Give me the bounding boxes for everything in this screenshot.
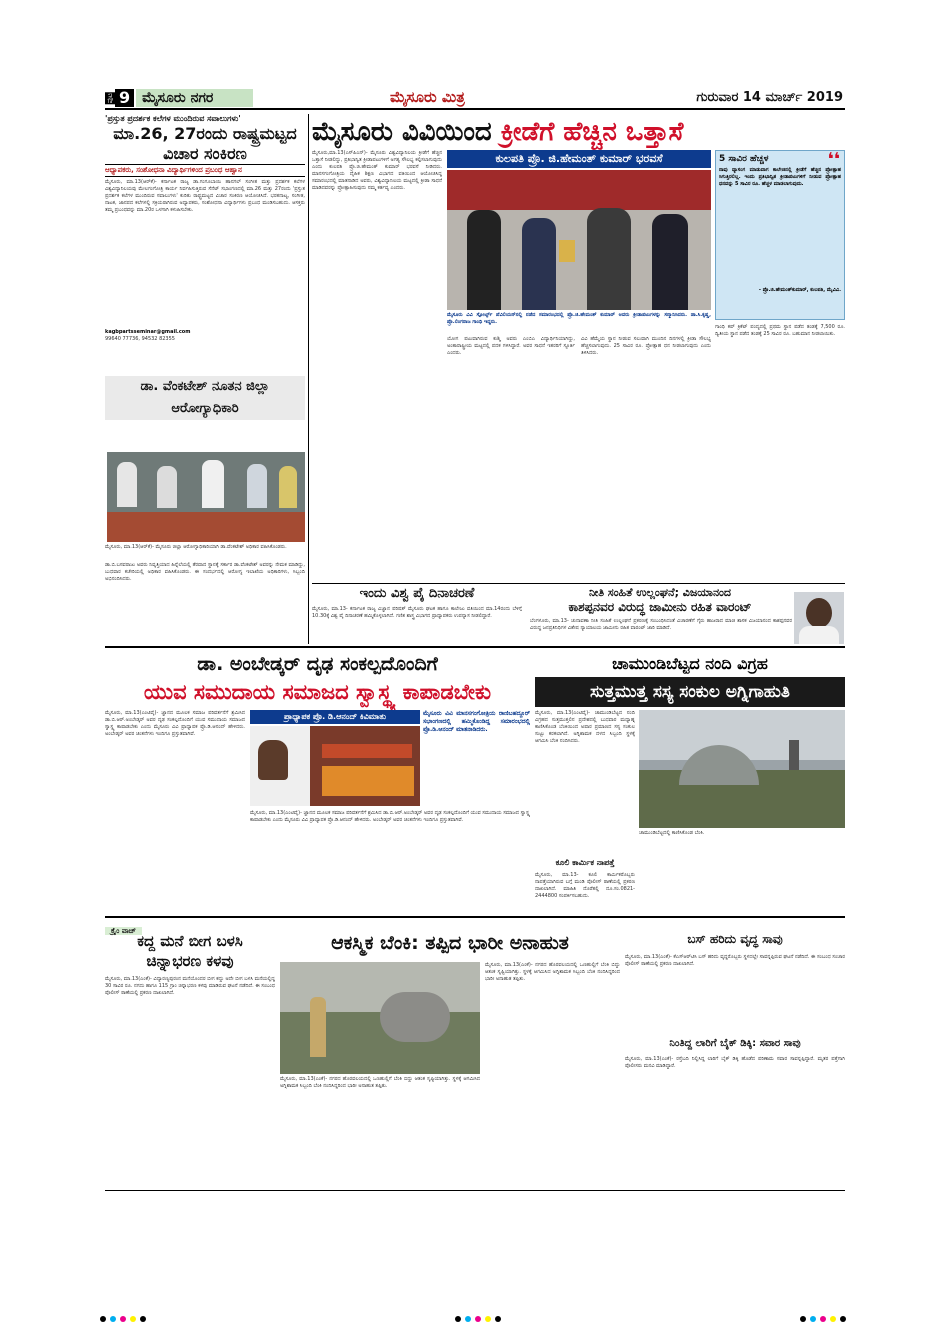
crime-bar xyxy=(105,916,845,935)
quote-heading: 5 ಸಾವಿರ ಹೆಚ್ಚಳ xyxy=(719,154,769,164)
labour-body: ಮೈಸೂರು, ಮಾ.13- ಕೂಲಿ ಕಾರ್ಮಿಕರೊಬ್ಬರು ನಾಪತ್ತೆಯಾಗಿರುವ ಬಗ್ಗೆ ಮಂಡಿ ಪೊಲೀಸ್ ಠಾಣೆಯಲ್ಲಿ ಪ್ರಕರಣ ದಾಖಲಾಗಿದೆ. ಮಾಹಿತಿ ದೊರೆತಲ್ಲಿ ದೂ.ಸಂ.0821-2444800 ಸಂಪರ್ಕಿಸಬಹುದು. xyxy=(535,872,635,899)
lead-strip: ಕುಲಪತಿ ಪ್ರೊ. ಜಿ.ಹೇಮಂತ್ ಕುಮಾರ್ ಭರವಸೆ xyxy=(447,150,711,168)
doctor-headline: ಡಾ. ವೆಂಕಟೇಶ್ ನೂತನ ಜಿಲ್ಲಾ ಆರೋಗ್ಯಾಧಿಕಾರಿ xyxy=(105,376,305,420)
color-registration-center xyxy=(455,1316,501,1322)
lead-headline-red: ಕ್ರೀಡೆಗೆ ಹೆಚ್ಚಿನ ಒತ್ತಾಸೆ xyxy=(500,117,684,147)
accident-photo xyxy=(280,962,480,1074)
seminar-strip: ಆಧ್ಯಾಪಕರು, ಸಂಶೋಧನಾ ವಿದ್ಯಾರ್ಥಿಗಳಿಂದ ಪ್ರಬಂಧ ಆಹ್ವಾನ xyxy=(105,164,305,177)
section-name: ಮೈಸೂರು ನಗರ xyxy=(136,89,253,107)
quote-attribution: - ಪ್ರೊ.ಜಿ.ಹೇಮಂತ್‌ಕುಮಾರ್, ಕುಲಪತಿ, ಮೈವಿವಿ. xyxy=(758,287,841,293)
lorry-headline: ನಿಂತಿದ್ದ ಲಾರಿಗೆ ಬೈಕ್ ಡಿಕ್ಕಿ: ಸವಾರ ಸಾವು xyxy=(669,1038,801,1049)
page-number-block xyxy=(105,89,253,107)
ambedkar-body2: ಮೈಸೂರು, ಮಾ.13(ಎಂಟಿವೈ)- ಜ್ಞಾನದ ಮೂಲಕ ಸಮಾಜ ಪರಿವರ್ತನೆಗೆ ಶ್ರಮಿಸಿದ ಡಾ.ಬಿ.ಆರ್.ಅಂಬೇಡ್ಕರ್ ಅವರ ದೃಢ ಸಂಕಲ್ಪದೊಂದಿಗೆ ಯುವ ಸಮುದಾಯ ಸಮಾಜದ ಸ್ವಾಸ್ಥ್ಯ ಕಾಪಾಡಬೇಕು ಎಂದು ಮೈಸೂರು ವಿವಿ ಪ್ರಾಧ್ಯಾಪಕ ಪ್ರೊ.ಡಿ.ಆನಂದ್ ಹೇಳಿದರು. ಅಂಬೇಡ್ಕರ್ ಅವರ ಚಿಂತನೆಗಳು ಇಂದಿಗೂ ಪ್ರಸ್ತುತವಾಗಿವೆ. xyxy=(250,810,530,823)
quote-body: ನಾವು ವ್ಯಾಸಂಗ ಮಾಡುವಾಗ ಕಾಲೇಜಿನಲ್ಲಿ ಕ್ರೀಡೆಗೆ ಹೆಚ್ಚಿನ ಪ್ರೋತ್ಸಾಹ ಸಿಗುತ್ತಿರಲಿಲ್ಲ. ಇಂದು ಪ್ರತಿಭಾನ್ವಿತ ಕ್ರೀಡಾಪಟುಗಳಿಗೆ ನೀಡುವ ಪ್ರೋತ್ಸಾಹ ಧನವನ್ನು 5 ಸಾವಿರ ರೂ. ಹೆಚ್ಚಳ ಮಾಡಲಾಗುವುದು. xyxy=(719,167,841,187)
lead-caption: ಮೈಸೂರು ವಿವಿ ಸ್ಪೋರ್ಟ್ಸ್ ಪೆವಿಲಿಯನ್‌ನಲ್ಲಿ ನಡೆದ ಸಮಾರಂಭದಲ್ಲಿ ಪ್ರೊ.ಜಿ.ಹೇಮಂತ್ ಕುಮಾರ್ ಅವರು ಕ್ರೀಡಾಪಟುಗಳನ್ನು ಸನ್ಮಾನಿಸಿದರು. ಡಾ.ಸಿ.ಕೃಷ್ಣ, ಪ್ರೊ.ಲಿಂಗರಾಜ ಗಾಂಧಿ ಇದ್ದರು. xyxy=(447,312,711,325)
fire-caption: ಚಾಮುಂಡಿಬೆಟ್ಟದಲ್ಲಿ ಕಾಣಿಸಿಕೊಂಡ ಬೆಂಕಿ. xyxy=(639,830,705,836)
page-label: ಪುಟ xyxy=(106,92,114,104)
bus-body: ಮೈಸೂರು, ಮಾ.13(ಎಂಕೆ)- ಕೆಎಸ್‌ಆರ್‌ಟಿಸಿ ಬಸ್ ಹರಿದು ವೃದ್ಧರೊಬ್ಬರು ಸ್ಥಳದಲ್ಲೇ ಸಾವನ್ನಪ್ಪಿರುವ ಘಟನೆ ನಡೆದಿದೆ. ಈ ಸಂಬಂಧ ಸಂಚಾರ ಪೊಲೀಸ್ ಠಾಣೆಯಲ್ಲಿ ಪ್ರಕರಣ ದಾಖಲಾಗಿದೆ. xyxy=(625,954,845,967)
ambedkar-photo xyxy=(250,726,420,806)
accident-body2: ಮೈಸೂರು, ಮಾ.13(ಎಂಕೆ)- ನಗರದ ಹೊರವಲಯದಲ್ಲಿ ಒಣಹುಲ್ಲಿಗೆ ಬೆಂಕಿ ಬಿದ್ದು ಆತಂಕ ಸೃಷ್ಟಿಯಾಗಿತ್ತು. ಸ್ಥಳಕ್ಕೆ ಆಗಮಿಸಿದ ಅಗ್ನಿಶಾಮಕ ಸಿಬ್ಬಂದಿ ಬೆಂಕಿ ನಂದಿಸಿದ್ದರಿಂದ ಭಾರೀ ಅನಾಹುತ ತಪ್ಪಿತು. xyxy=(485,962,620,982)
warrant-headline1: ನೀತಿ ಸಂಹಿತೆ ಉಲ್ಲಂಘನೆ; ವಿಜಯಾನಂದ xyxy=(588,586,732,599)
warrant-photo xyxy=(794,592,844,644)
warrant-headline2: ಕಾಶಪ್ಪನವರ ವಿರುದ್ಧ ಜಾಮೀನು ರಹಿತ ವಾರಂಟ್ xyxy=(568,600,752,614)
ambedkar-headline1: ಡಾ. ಅಂಬೇಡ್ಕರ್ ದೃಢ ಸಂಕಲ್ಪದೊಂದಿಗೆ xyxy=(197,653,438,675)
seminar-email[interactable]: kagbpartsseminar@gmail.com xyxy=(105,329,191,335)
color-registration-left xyxy=(100,1316,146,1322)
seminar-body: ಮೈಸೂರು, ಮಾ.13(ಆರ್‌ಕೆ)- ಕರ್ನಾಟಕ ರಾಜ್ಯ ಡಾ.ಗಂಗೂಬಾಯಿ ಹಾನಗಲ್ ಸಂಗೀತ ಮತ್ತು ಪ್ರದರ್ಶಕ ಕಲೆಗಳ ವಿಶ್ವವಿದ್ಯಾನಿಲಯವು ಮೇಲಗಂಗೋತ್ರಿ ಕಾರ್ಯ ನಿರ್ವಹಿಸುತ್ತಿರುವ ಸೆನೆಟ್ ಸಭಾಂಗಣದಲ್ಲಿ ಮಾ.26 ಮತ್ತು 27ರಂದು 'ಪ್ರಸ್ತುತ ಪ್ರದರ್ಶಕ ಕಲೆಗಳ ಮುಂದಿರುವ ಸವಾಲುಗಳು' ಕುರಿತು ರಾಷ್ಟ್ರಮಟ್ಟದ ವಿಚಾರ ಸಂಕಿರಣ ಆಯೋಜಿಸಿದೆ. ಭರತನಾಟ್ಯ, ಸಂಗೀತ, ನಾಟಕ, ಜಾನಪದ ಕಲೆಗಳಲ್ಲಿ ಸಕ್ರಿಯರಾಗಿರುವ ಅಧ್ಯಾಪಕರು, ಸಂಶೋಧನಾ ವಿದ್ಯಾರ್ಥಿಗಳು ಪ್ರಬಂಧ ಮಂಡಿಸಬಹುದು. ಆಸಕ್ತರು ತಮ್ಮ ಪ್ರಬಂಧವನ್ನು ಮಾ.20ರ ಒಳಗಾಗಿ ಕಳುಹಿಸಬೇಕು. xyxy=(105,179,305,213)
date-line: ಗುರುವಾರ 14 ಮಾರ್ಚ್ 2019 xyxy=(696,90,843,105)
fire-headline2: ಸುತ್ತಮುತ್ತ ಸಸ್ಯ ಸಂಕುಲ ಅಗ್ನಿಗಾಹುತಿ xyxy=(535,677,845,707)
quote-below-text: ಗಾಂಧಿ ಕಪ್ ಕ್ರಿಕೆಟ್ ಪಂದ್ಯದಲ್ಲಿ ಪ್ರಥಮ ಸ್ಥಾನ ಪಡೆದ ತಂಡಕ್ಕೆ 7,500 ರೂ. ದ್ವಿತೀಯ ಸ್ಥಾನ ಪಡೆದ ತಂಡಕ್ಕೆ 25 ಸಾವಿರ ರೂ. ಬಹುಮಾನ ನೀಡಲಾಯಿತು. xyxy=(715,324,845,337)
doctor-body: ಡಾ.ಬಿ.ಬಸವರಾಜು ಅವರು ನಿವೃತ್ತಿಯಾದ ಹಿನ್ನೆಲೆಯಲ್ಲಿ ತೆರವಾದ ಸ್ಥಾನಕ್ಕೆ ಸರ್ಕಾರ ಡಾ.ವೆಂಕಟೇಶ್ ಅವರನ್ನು ನೇಮಕ ಮಾಡಿದ್ದು, ಬುಧವಾರ ಕಚೇರಿಯಲ್ಲಿ ಅಧಿಕಾರ ವಹಿಸಿಕೊಂಡರು. ಈ ಸಂದರ್ಭದಲ್ಲಿ ಆರೋಗ್ಯ ಇಲಾಖೆಯ ಅಧಿಕಾರಿಗಳು, ಸಿಬ್ಬಂದಿ ಅಭಿನಂದಿಸಿದರು. xyxy=(105,562,305,582)
story-seminar xyxy=(105,114,305,361)
theft-body: ಮೈಸೂರು, ಮಾ.13(ಎಂಕೆ)- ವಿದ್ಯಾರಣ್ಯಪುರಂನ ಮನೆಯೊಂದರ ಬೀಗ ಕದ್ದು ಅದೇ ಬೀಗ ಬಳಸಿ ಮನೆಯಲ್ಲಿದ್ದ 30 ಸಾವಿರ ರೂ. ನಗದು ಹಾಗೂ 115 ಗ್ರಾಂ ಚಿನ್ನಾಭರಣ ಕಳವು ಮಾಡಿರುವ ಘಟನೆ ನಡೆದಿದೆ. ಈ ಸಂಬಂಧ ಪೊಲೀಸ್ ಠಾಣೆಯಲ್ಲಿ ಪ್ರಕರಣ ದಾಖಲಾಗಿದೆ. xyxy=(105,976,275,996)
pi-body: ಮೈಸೂರು, ಮಾ.13- ಕರ್ನಾಟಕ ರಾಜ್ಯ ವಿಜ್ಞಾನ ಪರಿಷತ್ ಮೈಸೂರು ಘಟಕ ಹಾಗೂ ಕಾಲೇಜು ವತಿಯಿಂದ ಮಾ.14ರಂದು ಬೆಳಿಗ್ಗೆ 10.30ಕ್ಕೆ ವಿಶ್ವ ಪೈ ದಿನಾಚರಣೆ ಹಮ್ಮಿಕೊಳ್ಳಲಾಗಿದೆ. ಗಣಿತ ಶಾಸ್ತ್ರ ವಿಭಾಗದ ಪ್ರಾಧ್ಯಾಪಕರು ಉಪನ್ಯಾಸ ನೀಡಲಿದ್ದಾರೆ. xyxy=(312,606,522,619)
lead-body: ಮೈಸೂರು,ಮಾ.13(ಎಸ್‌ಪಿಎನ್)- ಮೈಸೂರು ವಿಶ್ವವಿದ್ಯಾನಿಲಯ ಕ್ರೀಡೆಗೆ ಹೆಚ್ಚಿನ ಒತ್ತಾಸೆ ನೀಡಲಿದ್ದು, ಪ್ರತಿಭಾನ್ವಿತ ಕ್ರೀಡಾಪಟುಗಳಿಗೆ ಅಗತ್ಯ ಸೌಲಭ್ಯ ಕಲ್ಪಿಸಲಾಗುವುದು ಎಂದು ಕುಲಪತಿ ಪ್ರೊ.ಜಿ.ಹೇಮಂತ್ ಕುಮಾರ್ ಭರವಸೆ ನೀಡಿದರು. ಮಾನಸಗಂಗೋತ್ರಿಯ ದೈಹಿಕ ಶಿಕ್ಷಣ ವಿಭಾಗದ ವತಿಯಿಂದ ಆಯೋಜಿಸಿದ್ದ ಸಮಾರಂಭದಲ್ಲಿ ಮಾತನಾಡಿದ ಅವರು, ವಿಶ್ವವಿದ್ಯಾನಿಲಯ ಮಟ್ಟದಲ್ಲಿ ಕ್ರೀಡಾ ಸಾಧನೆ ಮಾಡಿದವರನ್ನು ಪ್ರೋತ್ಸಾಹಿಸುವುದು ನಮ್ಮ ಕರ್ತವ್ಯ ಎಂದರು. xyxy=(312,150,442,191)
fire-body: ಮೈಸೂರು, ಮಾ.13(ಎಂಟಿವೈ)- ಚಾಮುಂಡಿಬೆಟ್ಟದ ನಂದಿ ವಿಗ್ರಹದ ಸುತ್ತಮುತ್ತಲಿನ ಪ್ರದೇಶದಲ್ಲಿ ಬುಧವಾರ ಮಧ್ಯಾಹ್ನ ಕಾಣಿಸಿಕೊಂಡ ಬೆಂಕಿಯಿಂದ ಅಪಾರ ಪ್ರಮಾಣದ ಸಸ್ಯ ಸಂಕುಲ ಸುಟ್ಟು ಕರಕಲಾಗಿದೆ. ಅಗ್ನಿಶಾಮಕ ದಳದ ಸಿಬ್ಬಂದಿ ಸ್ಥಳಕ್ಕೆ ಆಗಮಿಸಿ ಬೆಂಕಿ ನಂದಿಸಿದರು. xyxy=(535,710,635,744)
seminar-kicker: 'ಪ್ರಸ್ತುತ ಪ್ರದರ್ಶಕ ಕಲೆಗಳ ಮುಂದಿರುವ ಸವಾಲುಗಳು' xyxy=(105,114,241,123)
crime-label: ಕ್ರೈಂ ವಾಚ್ xyxy=(105,927,142,935)
lead-col2: ಯೋಗ ಪಟುವಾಗಿರುವ ಕುಶ್ಮಿ ಅವರು ಎಂಬಿಎ ವಿದ್ಯಾರ್ಥಿನಿಯಾಗಿದ್ದು, ಅಂತಾರಾಷ್ಟ್ರೀಯ ಮಟ್ಟದಲ್ಲಿ ಪದಕ ಗಳಿಸಿದ್ದಾರೆ. ಅವರ ಸಾಧನೆ ಇತರರಿಗೆ ಸ್ಫೂರ್ತಿ ಎಂದರು. xyxy=(447,336,575,356)
ambedkar-photo-caption: ಮೈಸೂರು ವಿವಿ ಮಾನಸಗಂಗೋತ್ರಿಯ ರಾಣಿಬಹದ್ದೂರ್ ಸಭಾಂಗಣದಲ್ಲಿ ಹಮ್ಮಿಕೊಂಡಿದ್ದ ಸಮಾರಂಭದಲ್ಲಿ ಪ್ರೊ.ಡಿ.ಆನಂದ್ ಮಾತನಾಡಿದರು. xyxy=(423,710,530,733)
page-number: 9 xyxy=(115,89,134,107)
doctor-caption: ಮೈಸೂರು, ಮಾ.13(ಆರ್‌ಕೆ)- ಮೈಸೂರು ಜಿಲ್ಲಾ ಆರೋಗ್ಯಾಧಿಕಾರಿಯಾಗಿ ಡಾ.ವೆಂಕಟೇಶ್ ಅಧಿಕಾರ ವಹಿಸಿಕೊಂಡರು. xyxy=(105,544,287,550)
theft-headline1: ಕದ್ದ ಮನೆ ಬೀಗ ಬಳಸಿ xyxy=(137,932,243,950)
quote-mark: ❛❛ xyxy=(827,149,840,170)
lead-col3: ವಿವಿ ಹೆಮ್ಮೆಯ ಸ್ಥಾನ ನೀಡುವ ಸಲುವಾಗಿ ಮುಂದಿನ ದಿನಗಳಲ್ಲಿ ಕ್ರೀಡಾ ಸೌಲಭ್ಯ ಹೆಚ್ಚಿಸಲಾಗುವುದು. 25 ಸಾವಿರ ರೂ. ಪ್ರೋತ್ಸಾಹ ಧನ ನೀಡಲಾಗುವುದು ಎಂದು ತಿಳಿಸಿದರು. xyxy=(581,336,711,356)
accident-headline: ಆಕಸ್ಮಿಕ ಬೆಂಕಿ: ತಪ್ಪಿದ ಭಾರೀ ಅನಾಹುತ xyxy=(331,932,569,954)
lead-headline xyxy=(312,116,845,148)
newspaper-page xyxy=(105,86,845,1276)
pi-headline: ಇಂದು ವಿಶ್ವ ಪೈ ದಿನಾಚರಣೆ xyxy=(359,586,475,601)
lead-photo xyxy=(447,170,711,310)
paper-name: ಮೈಸೂರು ಮಿತ್ರ xyxy=(390,88,465,106)
lorry-body: ಮೈಸೂರು, ಮಾ.13(ಎಂಕೆ)- ರಸ್ತೆಬದಿ ನಿಲ್ಲಿಸಿದ್ದ ಲಾರಿಗೆ ಬೈಕ್ ಡಿಕ್ಕಿ ಹೊಡೆದ ಪರಿಣಾಮ ಸವಾರ ಸಾವನ್ನಪ್ಪಿದ್ದಾರೆ. ಮೃತರ ಪತ್ತೆಗಾಗಿ ಪೊಲೀಸರು ಮನವಿ ಮಾಡಿದ್ದಾರೆ. xyxy=(625,1056,845,1069)
fire-photo xyxy=(639,710,845,828)
color-registration-right xyxy=(800,1316,846,1322)
quote-box xyxy=(715,150,845,320)
theft-headline2: ಚಿನ್ನಾಭರಣ ಕಳವು xyxy=(146,952,234,970)
ambedkar-headline2: ಯುವ ಸಮುದಾಯ ಸಮಾಜದ ಸ್ವಾಸ್ಥ್ಯ ಕಾಪಾಡಬೇಕು xyxy=(143,680,492,704)
masthead xyxy=(105,86,845,110)
seminar-contact: 99640 77736, 94532 82355 xyxy=(105,336,175,342)
ambedkar-body: ಮೈಸೂರು, ಮಾ.13(ಎಂಟಿವೈ)- ಜ್ಞಾನದ ಮೂಲಕ ಸಮಾಜ ಪರಿವರ್ತನೆಗೆ ಶ್ರಮಿಸಿದ ಡಾ.ಬಿ.ಆರ್.ಅಂಬೇಡ್ಕರ್ ಅವರ ದೃಢ ಸಂಕಲ್ಪದೊಂದಿಗೆ ಯುವ ಸಮುದಾಯ ಸಮಾಜದ ಸ್ವಾಸ್ಥ್ಯ ಕಾಪಾಡಬೇಕು ಎಂದು ಮೈಸೂರು ವಿವಿ ಪ್ರಾಧ್ಯಾಪಕ ಪ್ರೊ.ಡಿ.ಆನಂದ್ ಹೇಳಿದರು. ಅಂಬೇಡ್ಕರ್ ಅವರ ಚಿಂತನೆಗಳು ಇಂದಿಗೂ ಪ್ರಸ್ತುತವಾಗಿವೆ. xyxy=(105,710,245,737)
bus-headline: ಬಸ್ ಹರಿದು ವೃದ್ಧ ಸಾವು xyxy=(687,932,783,946)
warrant-body: ಬೆಂಗಳೂರು, ಮಾ.13- ಚುನಾವಣಾ ನೀತಿ ಸಂಹಿತೆ ಉಲ್ಲಂಘನೆ ಪ್ರಕರಣಕ್ಕೆ ಸಂಬಂಧಿಸಿದಂತೆ ವಿಚಾರಣೆಗೆ ಗೈರು ಹಾಜರಾದ ಮಾಜಿ ಶಾಸಕ ವಿಜಯಾನಂದ ಕಾಶಪ್ಪನವರ ವಿರುದ್ಧ ಜನಪ್ರತಿನಿಧಿಗಳ ವಿಶೇಷ ನ್ಯಾಯಾಲಯ ಜಾಮೀನು ರಹಿತ ವಾರಂಟ್ ಜಾರಿ ಮಾಡಿದೆ. xyxy=(530,618,792,631)
lead-headline-black: ಮೈಸೂರು ವಿವಿಯಿಂದ xyxy=(312,117,492,147)
column-rule xyxy=(308,114,309,644)
bottom-rule xyxy=(105,1190,845,1191)
fire-headline1: ಚಾಮುಂಡಿಬೆಟ್ಟದ ನಂದಿ ವಿಗ್ರಹ xyxy=(535,651,845,677)
row-rule-2 xyxy=(105,646,845,648)
ambedkar-strip: ಪ್ರಾಧ್ಯಾಪಕ ಪ್ರೊ. ಡಿ.ಆನಂದ್ ಕಿವಿಮಾತು xyxy=(250,710,420,724)
doctor-photo xyxy=(107,452,305,542)
row-rule xyxy=(312,583,845,584)
accident-body: ಮೈಸೂರು, ಮಾ.13(ಎಂಕೆ)- ನಗರದ ಹೊರವಲಯದಲ್ಲಿ ಒಣಹುಲ್ಲಿಗೆ ಬೆಂಕಿ ಬಿದ್ದು ಆತಂಕ ಸೃಷ್ಟಿಯಾಗಿತ್ತು. ಸ್ಥಳಕ್ಕೆ ಆಗಮಿಸಿದ ಅಗ್ನಿಶಾಮಕ ಸಿಬ್ಬಂದಿ ಬೆಂಕಿ ನಂದಿಸಿದ್ದರಿಂದ ಭಾರೀ ಅನಾಹುತ ತಪ್ಪಿತು. xyxy=(280,1076,480,1089)
seminar-headline: ಮಾ.26, 27ರಂದು ರಾಷ್ಟ್ರಮಟ್ಟದ ವಿಚಾರ ಸಂಕಿರಣ xyxy=(113,124,297,163)
labour-headline: ಕೂಲಿ ಕಾರ್ಮಿಕ ನಾಪತ್ತೆ xyxy=(555,858,615,867)
